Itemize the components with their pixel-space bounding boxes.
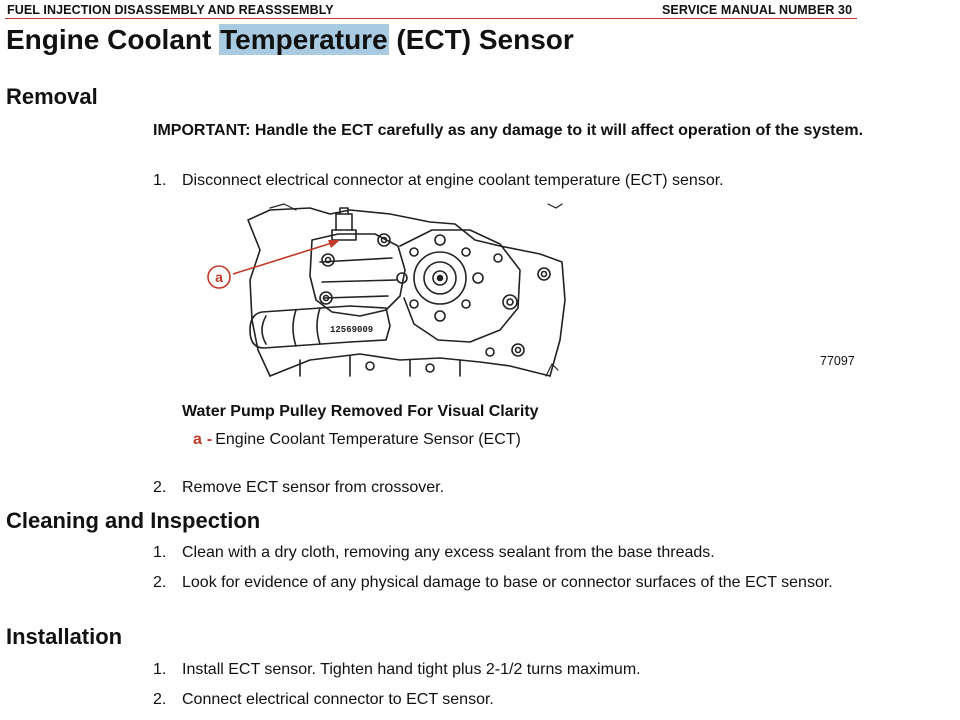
running-header-right: SERVICE MANUAL NUMBER 30 bbox=[662, 3, 853, 17]
figure-caption-title: Water Pump Pulley Removed For Visual Clarity bbox=[182, 403, 539, 420]
part-number-label: 12569009 bbox=[330, 325, 374, 335]
step-number: 2. bbox=[153, 479, 167, 496]
cleaning-step-2 bbox=[153, 572, 863, 594]
step-text: Remove ECT sensor from crossover. bbox=[182, 479, 445, 496]
step-text: Look for evidence of any physical damage to base or connector surfaces of the ECT sensor. bbox=[182, 574, 833, 591]
heading-removal: Removal bbox=[6, 84, 98, 109]
important-note: IMPORTANT: Handle the ECT carefully as any damage to it will affect operation of the system. bbox=[153, 122, 864, 139]
step-text: Disconnect electrical connector at engine coolant temperature (ECT) sensor. bbox=[182, 172, 724, 189]
step-number: 2. bbox=[153, 574, 167, 591]
header-rule bbox=[5, 18, 857, 19]
page-title bbox=[6, 24, 574, 56]
legend-text: Engine Coolant Temperature Sensor (ECT) bbox=[215, 431, 521, 448]
legend-key: a bbox=[193, 431, 202, 448]
engine-drawing bbox=[200, 200, 570, 380]
step-text: Install ECT sensor. Tighten hand tight plus 2-1/2 turns maximum. bbox=[182, 661, 641, 678]
figure-legend-item bbox=[193, 431, 521, 449]
heading-cleaning-inspection: Cleaning and Inspection bbox=[6, 508, 261, 533]
callout-label: a bbox=[215, 269, 223, 285]
removal-step-2 bbox=[153, 477, 863, 499]
installation-step-2 bbox=[153, 689, 863, 711]
removal-step-1 bbox=[153, 170, 863, 192]
step-text: Clean with a dry cloth, removing any excess sealant from the base threads. bbox=[182, 544, 715, 561]
step-number: 1. bbox=[153, 172, 167, 189]
step-number: 1. bbox=[153, 544, 167, 561]
heading-installation: Installation bbox=[6, 624, 123, 649]
cleaning-step-1 bbox=[153, 542, 863, 564]
step-number: 1. bbox=[153, 661, 167, 678]
title-highlighted-word[interactable]: Temperature bbox=[220, 24, 388, 55]
title-part-1: Engine Coolant bbox=[6, 24, 220, 55]
figure-id: 77097 bbox=[820, 354, 855, 368]
title-part-2: (ECT) Sensor bbox=[388, 24, 574, 55]
running-header-left: FUEL INJECTION DISASSEMBLY AND REASSSEMBLY bbox=[7, 3, 334, 17]
step-text: Connect electrical connector to ECT sensor. bbox=[182, 691, 494, 708]
legend-dash: - bbox=[206, 431, 213, 448]
step-number: 2. bbox=[153, 691, 167, 708]
installation-step-1 bbox=[153, 659, 863, 681]
engine-illustration bbox=[200, 200, 570, 380]
